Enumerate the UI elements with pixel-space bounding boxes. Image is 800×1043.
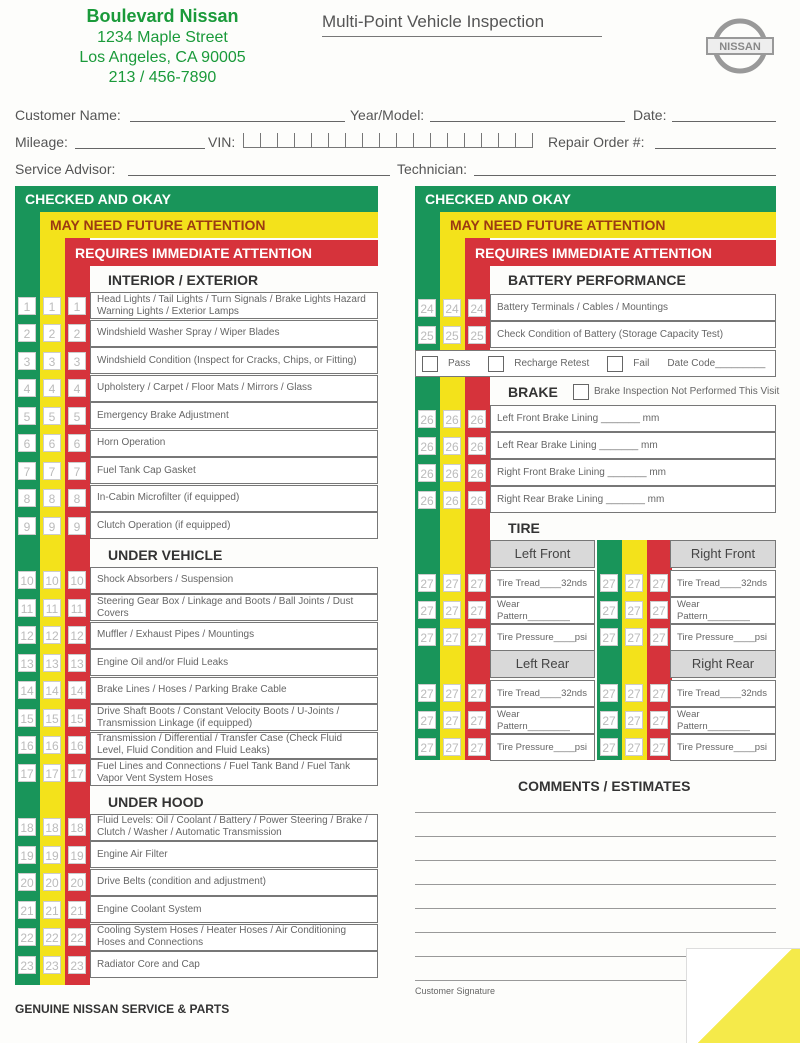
tire-quadrant-heading: Right Front (670, 540, 776, 568)
tire-measurement: Tire Tread____32nds (670, 680, 776, 707)
checkbox-future[interactable]: 27 (443, 574, 461, 592)
checkbox-ok[interactable]: 4 (18, 379, 36, 397)
date-field[interactable] (672, 107, 776, 122)
vin-box[interactable] (362, 133, 379, 148)
checkbox-future[interactable]: 17 (43, 764, 61, 782)
checkbox-ok[interactable]: 26 (418, 491, 436, 509)
vin-box[interactable] (515, 133, 533, 148)
repair-order-field[interactable] (655, 134, 776, 149)
checkbox-ok[interactable]: 26 (418, 437, 436, 455)
inspection-item: Horn Operation (90, 430, 378, 457)
checkbox-immediate[interactable]: 23 (68, 956, 86, 974)
checkbox-ok[interactable]: 12 (18, 626, 36, 644)
checkbox-immediate[interactable]: 26 (468, 410, 486, 428)
checkbox-ok[interactable]: 6 (18, 434, 36, 452)
checkbox-immediate[interactable]: 6 (68, 434, 86, 452)
tire-quadrant-heading: Left Front (490, 540, 595, 568)
checkbox-ok[interactable]: 5 (18, 407, 36, 425)
date-label: Date: (633, 107, 667, 123)
checkbox-immediate[interactable]: 14 (68, 681, 86, 699)
checkbox-future[interactable]: 27 (443, 738, 461, 756)
checkbox-future[interactable]: 8 (43, 489, 61, 507)
inspection-item: Engine Oil and/or Fluid Leaks (90, 649, 378, 676)
technician-label: Technician: (397, 161, 468, 177)
vin-box[interactable] (464, 133, 481, 148)
fail-checkbox[interactable] (607, 356, 623, 372)
checkbox-ok[interactable]: 16 (18, 736, 36, 754)
footer-text: GENUINE NISSAN SERVICE & PARTS (15, 1002, 230, 1016)
checkbox-ok[interactable]: 27 (600, 684, 618, 702)
tire-measurement: Wear Pattern________ (670, 597, 776, 624)
checkbox-immediate[interactable]: 27 (468, 738, 486, 756)
checkbox-immediate[interactable]: 9 (68, 517, 86, 535)
inspection-item: Windshield Washer Spray / Wiper Blades (90, 320, 378, 347)
legend-immediate-attention: REQUIRES IMMEDIATE ATTENTION (65, 240, 378, 266)
checkbox-future[interactable]: 7 (43, 462, 61, 480)
vin-box[interactable] (481, 133, 498, 148)
vin-box[interactable] (447, 133, 464, 148)
customer-name-field[interactable] (130, 107, 345, 122)
checkbox-future[interactable]: 26 (443, 437, 461, 455)
checkbox-ok[interactable]: 14 (18, 681, 36, 699)
inspection-item: Left Front Brake Lining _______ mm (490, 405, 776, 432)
checkbox-ok[interactable]: 3 (18, 352, 36, 370)
checkbox-future[interactable]: 10 (43, 571, 61, 589)
battery-heading: BATTERY PERFORMANCE (508, 272, 686, 288)
checkbox-immediate[interactable]: 19 (68, 846, 86, 864)
checkbox-immediate[interactable]: 5 (68, 407, 86, 425)
brake-not-performed-checkbox[interactable] (573, 384, 589, 400)
legend-future-attention: MAY NEED FUTURE ATTENTION (440, 212, 776, 238)
checkbox-future[interactable]: 24 (443, 299, 461, 317)
vin-box[interactable] (328, 133, 345, 148)
checkbox-ok[interactable]: 26 (418, 410, 436, 428)
checkbox-immediate[interactable]: 27 (468, 574, 486, 592)
dealer-street: 1234 Maple Street (97, 29, 228, 46)
checkbox-immediate[interactable]: 18 (68, 818, 86, 836)
pass-label: Pass (448, 357, 471, 369)
checkbox-ok[interactable]: 24 (418, 299, 436, 317)
inspection-item: Transmission / Differential / Transfer Case (Check Fluid Level, Fluid Condition and Fluid Leaks) (90, 732, 378, 759)
checkbox-future[interactable]: 13 (43, 654, 61, 672)
checkbox-immediate[interactable]: 4 (68, 379, 86, 397)
inspection-item: Right Front Brake Lining _______ mm (490, 459, 776, 486)
mileage-label: Mileage: (15, 134, 68, 150)
form-title: Multi-Point Vehicle Inspection (322, 12, 545, 31)
checkbox-immediate[interactable]: 27 (468, 628, 486, 646)
checkbox-future[interactable]: 9 (43, 517, 61, 535)
inspection-item: Head Lights / Tail Lights / Turn Signals / Brake Lights Hazard Warning Lights / Exterior Lamps (90, 292, 378, 319)
checkbox-immediate[interactable]: 2 (68, 324, 86, 342)
checkbox-future[interactable]: 18 (43, 818, 61, 836)
vin-box[interactable] (260, 133, 277, 148)
recharge-label: Recharge Retest (514, 357, 590, 369)
checkbox-future[interactable]: 16 (43, 736, 61, 754)
checkbox-immediate[interactable]: 27 (650, 684, 668, 702)
repair-order-label: Repair Order #: (548, 134, 645, 150)
checkbox-future[interactable]: 20 (43, 873, 61, 891)
dealer-name: Boulevard Nissan (86, 6, 239, 26)
checkbox-immediate[interactable]: 26 (468, 491, 486, 509)
checkbox-future[interactable]: 27 (443, 711, 461, 729)
checkbox-future[interactable]: 27 (625, 574, 643, 592)
checkbox-future[interactable]: 21 (43, 901, 61, 919)
tire-quadrant-heading: Left Rear (490, 650, 595, 678)
checkbox-immediate[interactable]: 27 (468, 684, 486, 702)
checkbox-ok[interactable]: 13 (18, 654, 36, 672)
brake-not-performed-label: Brake Inspection Not Performed This Visit (594, 386, 780, 397)
tire-measurement: Wear Pattern________ (490, 597, 595, 624)
checkbox-immediate[interactable]: 12 (68, 626, 86, 644)
year-model-label: Year/Model: (350, 107, 425, 123)
checkbox-ok[interactable]: 7 (18, 462, 36, 480)
comment-line[interactable] (415, 932, 776, 933)
checkbox-future[interactable]: 27 (625, 711, 643, 729)
service-advisor-label: Service Advisor: (15, 161, 116, 177)
tire-quadrant-heading: Right Rear (670, 650, 776, 678)
checkbox-immediate[interactable]: 20 (68, 873, 86, 891)
checkbox-immediate[interactable]: 13 (68, 654, 86, 672)
comment-line[interactable] (415, 860, 776, 861)
checkbox-ok[interactable]: 27 (418, 628, 436, 646)
checkbox-immediate[interactable]: 16 (68, 736, 86, 754)
checkbox-ok[interactable]: 1 (18, 297, 36, 315)
checkbox-immediate[interactable]: 7 (68, 462, 86, 480)
year-model-field[interactable] (430, 107, 625, 122)
checkbox-future[interactable]: 2 (43, 324, 61, 342)
checkbox-ok[interactable]: 27 (600, 574, 618, 592)
mileage-field[interactable] (75, 134, 205, 149)
checkbox-ok[interactable]: 27 (418, 684, 436, 702)
checkbox-immediate[interactable]: 10 (68, 571, 86, 589)
checkbox-future[interactable]: 27 (625, 628, 643, 646)
inspection-item: Clutch Operation (if equipped) (90, 512, 378, 539)
battery-result-row (415, 350, 776, 377)
checkbox-ok[interactable]: 10 (18, 571, 36, 589)
tire-measurement: Tire Tread____32nds (490, 570, 595, 597)
inspection-item: Fuel Lines and Connections / Fuel Tank Band / Fuel Tank Vapor Vent System Hoses (90, 759, 378, 786)
checkbox-ok[interactable]: 27 (418, 574, 436, 592)
checkbox-ok[interactable]: 27 (418, 738, 436, 756)
inspection-item: Engine Air Filter (90, 841, 378, 868)
checkbox-immediate[interactable]: 21 (68, 901, 86, 919)
checkbox-ok[interactable]: 23 (18, 956, 36, 974)
checkbox-future[interactable]: 27 (443, 601, 461, 619)
tire-measurement: Tire Pressure____psi (670, 734, 776, 761)
checkbox-immediate[interactable]: 27 (468, 711, 486, 729)
checkbox-future[interactable]: 12 (43, 626, 61, 644)
checkbox-future[interactable]: 26 (443, 491, 461, 509)
inspection-item: Muffler / Exhaust Pipes / Mountings (90, 622, 378, 649)
nissan-logo (705, 18, 775, 74)
section-heading: UNDER VEHICLE (108, 546, 223, 563)
checkbox-ok[interactable]: 21 (18, 901, 36, 919)
dealer-info (60, 6, 265, 88)
vin-box[interactable] (311, 133, 328, 148)
checkbox-future[interactable]: 22 (43, 928, 61, 946)
checkbox-ok[interactable]: 9 (18, 517, 36, 535)
inspection-item: Windshield Condition (Inspect for Cracks, Chips, or Fitting) (90, 347, 378, 374)
legend-immediate-attention: REQUIRES IMMEDIATE ATTENTION (465, 240, 776, 266)
inspection-item: Left Rear Brake Lining _______ mm (490, 432, 776, 459)
checkbox-ok[interactable]: 20 (18, 873, 36, 891)
tire-measurement: Wear Pattern________ (670, 707, 776, 734)
recharge-checkbox[interactable] (488, 356, 504, 372)
checkbox-immediate[interactable]: 27 (468, 601, 486, 619)
checkbox-future[interactable]: 27 (625, 601, 643, 619)
checkbox-future[interactable]: 6 (43, 434, 61, 452)
checkbox-immediate[interactable]: 22 (68, 928, 86, 946)
checkbox-ok[interactable]: 8 (18, 489, 36, 507)
vin-box[interactable] (277, 133, 294, 148)
checkbox-ok[interactable]: 27 (418, 711, 436, 729)
comments-heading: COMMENTS / ESTIMATES (518, 778, 691, 794)
checkbox-ok[interactable]: 2 (18, 324, 36, 342)
inspection-item: Fuel Tank Cap Gasket (90, 457, 378, 484)
title-underline (322, 36, 602, 37)
vin-field[interactable] (243, 133, 533, 148)
checkbox-future[interactable]: 27 (443, 628, 461, 646)
checkbox-future[interactable]: 27 (625, 684, 643, 702)
customer-name-label: Customer Name: (15, 107, 121, 123)
checkbox-immediate[interactable]: 3 (68, 352, 86, 370)
checkbox-immediate[interactable]: 24 (468, 299, 486, 317)
tire-measurement: Tire Pressure____psi (490, 624, 595, 651)
checkbox-immediate[interactable]: 25 (468, 326, 486, 344)
checkbox-immediate[interactable]: 17 (68, 764, 86, 782)
checkbox-ok[interactable]: 27 (418, 601, 436, 619)
checkbox-immediate[interactable]: 1 (68, 297, 86, 315)
tire-measurement: Wear Pattern________ (490, 707, 595, 734)
checkbox-ok[interactable]: 27 (600, 628, 618, 646)
checkbox-future[interactable]: 4 (43, 379, 61, 397)
checkbox-future[interactable]: 26 (443, 464, 461, 482)
legend-checked-okay: CHECKED AND OKAY (415, 186, 776, 212)
tire-measurement: Tire Pressure____psi (670, 624, 776, 651)
date-code-field[interactable]: Date Code_________ (667, 357, 766, 369)
checkbox-immediate[interactable]: 15 (68, 709, 86, 727)
checkbox-ok[interactable]: 26 (418, 464, 436, 482)
checkbox-ok[interactable]: 27 (600, 711, 618, 729)
brake-heading: BRAKE (508, 384, 558, 400)
inspection-item: Right Rear Brake Lining _______ mm (490, 486, 776, 513)
checkbox-future[interactable]: 15 (43, 709, 61, 727)
inspection-item: Engine Coolant System (90, 896, 378, 923)
inspection-item: Emergency Brake Adjustment (90, 402, 378, 429)
legend-checked-okay: CHECKED AND OKAY (15, 186, 378, 212)
tire-measurement: Tire Tread____32nds (670, 570, 776, 597)
customer-signature-label: Customer Signature (415, 986, 496, 996)
checkbox-ok[interactable]: 11 (18, 599, 36, 617)
page-corner (686, 948, 800, 1043)
checkbox-immediate[interactable]: 27 (650, 601, 668, 619)
inspection-item: Drive Belts (condition and adjustment) (90, 869, 378, 896)
vin-box[interactable] (413, 133, 430, 148)
vin-box[interactable] (498, 133, 515, 148)
legend-future-attention: MAY NEED FUTURE ATTENTION (40, 212, 378, 238)
vin-box[interactable] (294, 133, 311, 148)
checkbox-future[interactable]: 25 (443, 326, 461, 344)
inspection-item: Brake Lines / Hoses / Parking Brake Cable (90, 677, 378, 704)
checkbox-future[interactable]: 1 (43, 297, 61, 315)
checkbox-ok[interactable]: 25 (418, 326, 436, 344)
comment-line[interactable] (415, 908, 776, 909)
inspection-item: In-Cabin Microfilter (if equipped) (90, 485, 378, 512)
vin-box[interactable] (379, 133, 396, 148)
checkbox-future[interactable]: 3 (43, 352, 61, 370)
comment-line[interactable] (415, 836, 776, 837)
vin-label: VIN: (208, 134, 236, 150)
checkbox-ok[interactable]: 27 (600, 601, 618, 619)
checkbox-future[interactable]: 19 (43, 846, 61, 864)
checkbox-future[interactable]: 27 (625, 738, 643, 756)
dealer-city: Los Angeles, CA 90005 (79, 49, 246, 66)
vin-box[interactable] (345, 133, 362, 148)
vin-box[interactable] (396, 133, 413, 148)
checkbox-immediate[interactable]: 27 (650, 628, 668, 646)
inspection-item: Radiator Core and Cap (90, 951, 378, 978)
checkbox-ok[interactable]: 15 (18, 709, 36, 727)
vin-box[interactable] (430, 133, 447, 148)
vin-box[interactable] (243, 133, 260, 148)
inspection-item: Steering Gear Box / Linkage and Boots / Ball Joints / Dust Covers (90, 594, 378, 621)
technician-field[interactable] (474, 161, 776, 176)
inspection-item: Cooling System Hoses / Heater Hoses / Air Conditioning Hoses and Connections (90, 924, 378, 951)
inspection-item: Fluid Levels: Oil / Coolant / Battery / Power Steering / Brake / Clutch / Washer / Automatic Transmission (90, 814, 378, 841)
inspection-item: Shock Absorbers / Suspension (90, 567, 378, 594)
dealer-phone: 213 / 456-7890 (108, 69, 217, 86)
green-column (415, 212, 440, 760)
comment-line[interactable] (415, 812, 776, 813)
checkbox-ok[interactable]: 19 (18, 846, 36, 864)
checkbox-immediate[interactable]: 27 (650, 574, 668, 592)
comment-line[interactable] (415, 884, 776, 885)
checkbox-immediate[interactable]: 26 (468, 464, 486, 482)
tire-measurement: Tire Tread____32nds (490, 680, 595, 707)
checkbox-future[interactable]: 27 (443, 684, 461, 702)
yellow-column (440, 212, 465, 760)
inspection-item: Upholstery / Carpet / Floor Mats / Mirrors / Glass (90, 375, 378, 402)
inspection-item: Drive Shaft Boots / Constant Velocity Boots / U-Joints / Transmission Linkage (if equipped) (90, 704, 378, 731)
checkbox-ok[interactable]: 27 (600, 738, 618, 756)
checkbox-immediate[interactable]: 27 (650, 711, 668, 729)
service-advisor-field[interactable] (128, 161, 390, 176)
tire-measurement: Tire Pressure____psi (490, 734, 595, 761)
tire-heading: TIRE (508, 520, 540, 536)
checkbox-future[interactable]: 14 (43, 681, 61, 699)
checkbox-ok[interactable]: 18 (18, 818, 36, 836)
svg-text:NISSAN: NISSAN (719, 41, 761, 53)
checkbox-future[interactable]: 5 (43, 407, 61, 425)
checkbox-immediate[interactable]: 26 (468, 437, 486, 455)
inspection-item: Battery Terminals / Cables / Mountings (490, 294, 776, 321)
checkbox-future[interactable]: 11 (43, 599, 61, 617)
checkbox-future[interactable]: 23 (43, 956, 61, 974)
checkbox-ok[interactable]: 22 (18, 928, 36, 946)
section-heading: UNDER HOOD (108, 793, 204, 810)
fail-label: Fail (633, 357, 650, 369)
checkbox-immediate[interactable]: 11 (68, 599, 86, 617)
checkbox-future[interactable]: 26 (443, 410, 461, 428)
pass-checkbox[interactable] (422, 356, 438, 372)
checkbox-ok[interactable]: 17 (18, 764, 36, 782)
checkbox-immediate[interactable]: 27 (650, 738, 668, 756)
checkbox-immediate[interactable]: 8 (68, 489, 86, 507)
section-heading: INTERIOR / EXTERIOR (108, 272, 259, 288)
inspection-item: Check Condition of Battery (Storage Capacity Test) (490, 321, 776, 348)
red-column (465, 212, 490, 760)
